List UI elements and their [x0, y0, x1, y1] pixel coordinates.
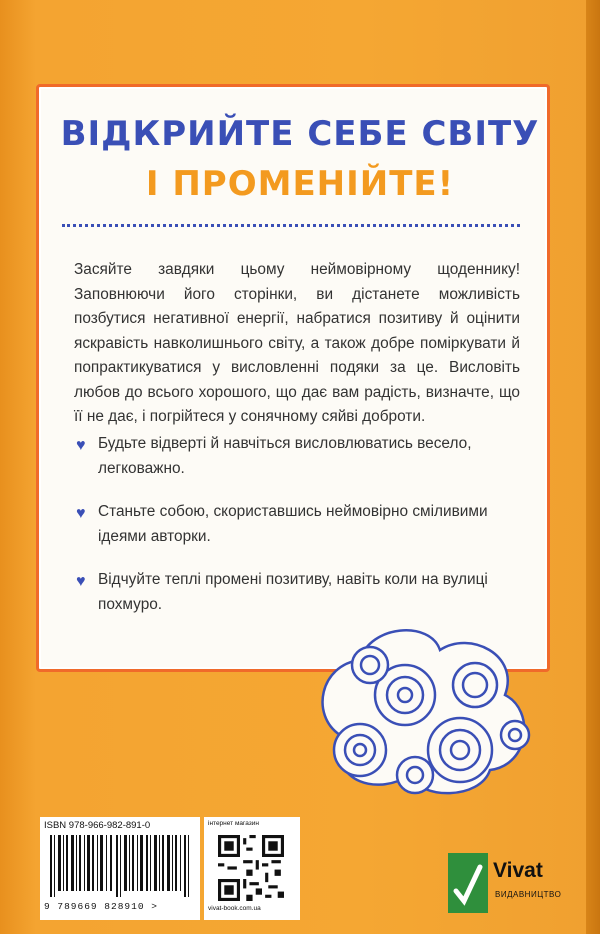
heading-line2: І ПРОМЕНІЙТЕ!: [145, 164, 455, 204]
isbn-label: ISBN 978-966-982-891-0: [44, 820, 151, 831]
qr-block: [204, 817, 300, 920]
heading-line1: ВІДКРИЙТЕ СЕБЕ СВІТУ: [60, 114, 540, 154]
vivat-logo: [448, 853, 570, 915]
publisher-subtitle: ВИДАВНИЦТВО: [495, 890, 562, 899]
intro-paragraph: Засяйте завдяки цьому неймовірному щоденнику! Заповнюючи його сторінки, ви дістанете можливість позбутися негативної енергії, набратися позитиву й оцінити яскравість навколишнього світу, а також добре поміркувати й попрактикуватися у висловленні подяки за це. Висловіть любов до всього хорошого, що дає вам радість, визначте, що її не дає, і погрійтеся у сонячному сяйві доброти.: [74, 261, 520, 425]
barcode-digits: 9 789669 828910 >: [44, 901, 158, 912]
qr-url: vivat-book.com.ua: [208, 905, 261, 912]
dotted-divider: [62, 224, 520, 227]
isbn-barcode-block: [40, 817, 200, 920]
qr-title: інтернет магазин: [208, 820, 259, 827]
heart-icon: ♥: [76, 505, 86, 522]
qr-code: [218, 835, 284, 901]
swirl-doodle: [300, 615, 540, 800]
bullet-item: [76, 432, 518, 481]
heart-icon: ♥: [76, 573, 86, 590]
vivat-logo-mark: [448, 853, 488, 913]
publisher-name: Vivat: [493, 859, 543, 882]
bullet-item: [76, 568, 518, 617]
barcode: [50, 835, 192, 897]
heart-icon: ♥: [76, 437, 86, 454]
bullet-text: Будьте відверті й навчіться висловлюватись весело, легковажно.: [98, 435, 472, 477]
bullet-text: Станьте собою, скориставшись неймовірно сміливими ідеями авторки.: [98, 503, 488, 545]
bullet-item: [76, 500, 518, 549]
bullet-text: Відчуйте теплі промені позитиву, навіть коли на вулиці похмуро.: [98, 571, 488, 613]
